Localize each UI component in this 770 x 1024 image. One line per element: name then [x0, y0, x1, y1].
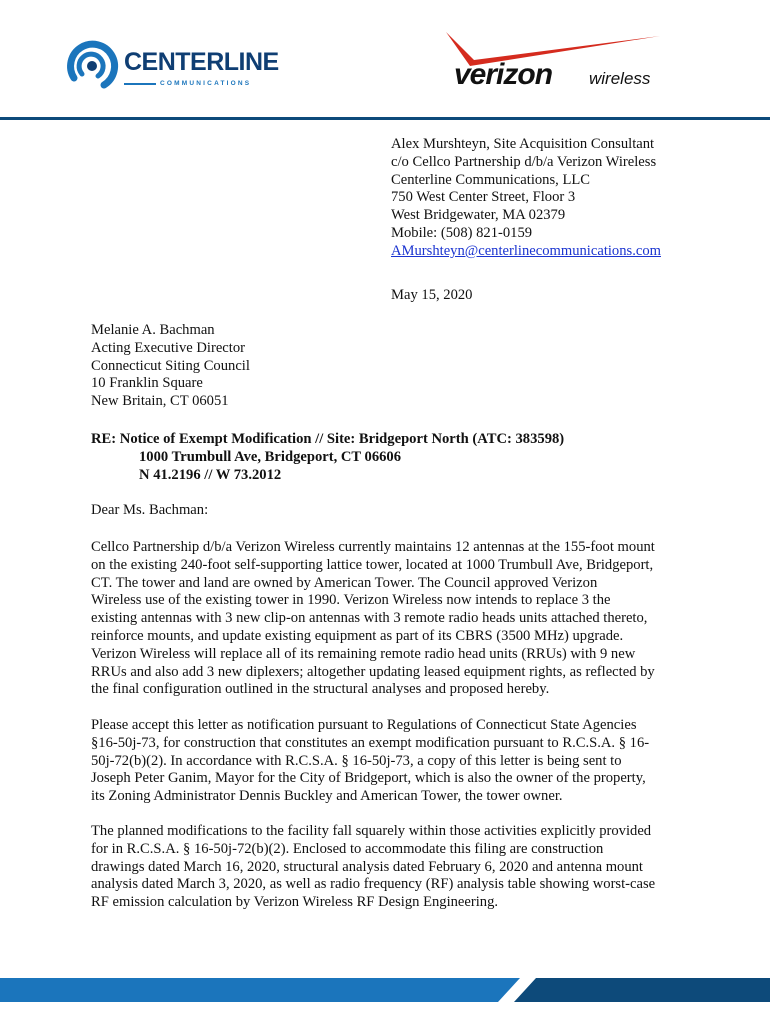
- centerline-name: CENTERLINE: [124, 48, 279, 76]
- sender-line: Alex Murshteyn, Site Acquisition Consultant: [391, 136, 655, 152]
- paragraph-line: Wireless use of the existing tower in 1990. Verizon Wireless now intends to replace 3 the: [91, 592, 611, 609]
- sender-email-link[interactable]: AMurshteyn@centerlinecommunications.com: [391, 242, 661, 259]
- paragraph-line: reinforce mounts, and update existing equipment as part of its CBRS (3500 MHz) upgrade.: [91, 627, 624, 644]
- subject-coordinates: N 41.2196 // W 73.2012: [139, 466, 282, 483]
- paragraph-line: Verizon Wireless will replace all of its remaining remote radio head units (RRUs) with 9 new: [91, 645, 636, 662]
- sender-line: Centerline Communications, LLC: [391, 171, 591, 188]
- recipient-line: Connecticut Siting Council: [91, 357, 250, 374]
- paragraph-line: The planned modifications to the facility fall squarely within those activities explicitly provided: [91, 823, 652, 839]
- sender-line: c/o Cellco Partnership d/b/a Verizon Wireless: [391, 153, 657, 170]
- paragraph-line: §16-50j-73, for construction that constitutes an exempt modification pursuant to R.C.S.A. § 16-: [91, 734, 650, 751]
- letter-date: May 15, 2020: [391, 287, 473, 303]
- paragraph-line: Please accept this letter as notification pursuant to Regulations of Connecticut State Agencies: [91, 717, 637, 733]
- centerline-logo: [64, 36, 284, 98]
- footer-band-navy: [514, 978, 770, 1002]
- paragraph-line: RF emission calculation by Verizon Wireless RF Design Engineering.: [91, 894, 499, 911]
- centerline-target-icon: [64, 38, 120, 94]
- body-paragraph-2: [91, 717, 687, 806]
- sender-line: Mobile: (508) 821-0159: [391, 224, 533, 241]
- footer-band-blue: [0, 978, 520, 1002]
- salutation: Dear Ms. Bachman:: [91, 502, 209, 518]
- footer-band: [0, 978, 770, 1024]
- paragraph-line: existing antennas with 3 new clip-on antennas with 3 remote radio heads units attached thereto,: [91, 610, 648, 627]
- verizon-wireless-text: wireless: [589, 69, 651, 88]
- paragraph-line: for in R.C.S.A. § 16-50j-72(b)(2). Enclosed to accommodate this filing are construction: [91, 840, 604, 857]
- verizon-wordmark: verizon: [454, 58, 553, 91]
- letterhead: [0, 0, 770, 120]
- paragraph-line: on the existing 240-foot self-supporting lattice tower, located at 1000 Trumbull Ave, Bridgeport,: [91, 556, 654, 573]
- paragraph-line: the final configuration outlined in the structural analyses and proposed hereby.: [91, 681, 550, 698]
- body-paragraph-3: [91, 823, 687, 912]
- paragraph-line: Joseph Peter Ganim, Mayor for the City of Bridgeport, which is also the owner of the property,: [91, 770, 646, 787]
- sender-line: 750 West Center Street, Floor 3: [391, 189, 576, 206]
- paragraph-line: drawings dated March 16, 2020, structural analysis dated February 6, 2020 and antenna mount: [91, 858, 643, 875]
- recipient-line: Melanie A. Bachman: [91, 322, 215, 338]
- paragraph-line: CT. The tower and land are owned by American Tower. The Council approved Verizon: [91, 574, 598, 591]
- centerline-subtitle: COMMUNICATIONS: [160, 80, 252, 87]
- sender-block: [391, 136, 761, 261]
- header-rule: [0, 117, 770, 120]
- paragraph-line: 50j-72(b)(2). In accordance with R.C.S.A. § 16-50j-73, a copy of this letter is being sent to: [91, 752, 622, 769]
- centerline-sub-rule: [124, 83, 156, 85]
- recipient-line: 10 Franklin Square: [91, 375, 203, 392]
- recipient-block: [91, 322, 250, 411]
- verizon-logo: [440, 30, 690, 102]
- paragraph-line: Cellco Partnership d/b/a Verizon Wireless currently maintains 12 antennas at the 155-foot mount: [91, 539, 655, 555]
- recipient-line: Acting Executive Director: [91, 339, 245, 356]
- subject-block: [91, 431, 564, 484]
- centerline-wordmark: [124, 48, 279, 77]
- paragraph-line: RRUs and also add 3 new diplexers; altogether updating leased equipment rights, as reflected by: [91, 663, 655, 680]
- recipient-line: New Britain, CT 06051: [91, 393, 229, 410]
- paragraph-line: its Zoning Administrator Dennis Buckley and American Tower, the tower owner.: [91, 788, 563, 805]
- subject-line: RE: Notice of Exempt Modification // Site: Bridgeport North (ATC: 383598): [91, 431, 565, 447]
- sender-line: West Bridgewater, MA 02379: [391, 207, 566, 224]
- body-paragraph-1: [91, 539, 687, 699]
- subject-address: 1000 Trumbull Ave, Bridgeport, CT 06606: [139, 448, 402, 465]
- paragraph-line: analysis dated March 3, 2020, as well as radio frequency (RF) analysis table showing worst-case: [91, 876, 656, 893]
